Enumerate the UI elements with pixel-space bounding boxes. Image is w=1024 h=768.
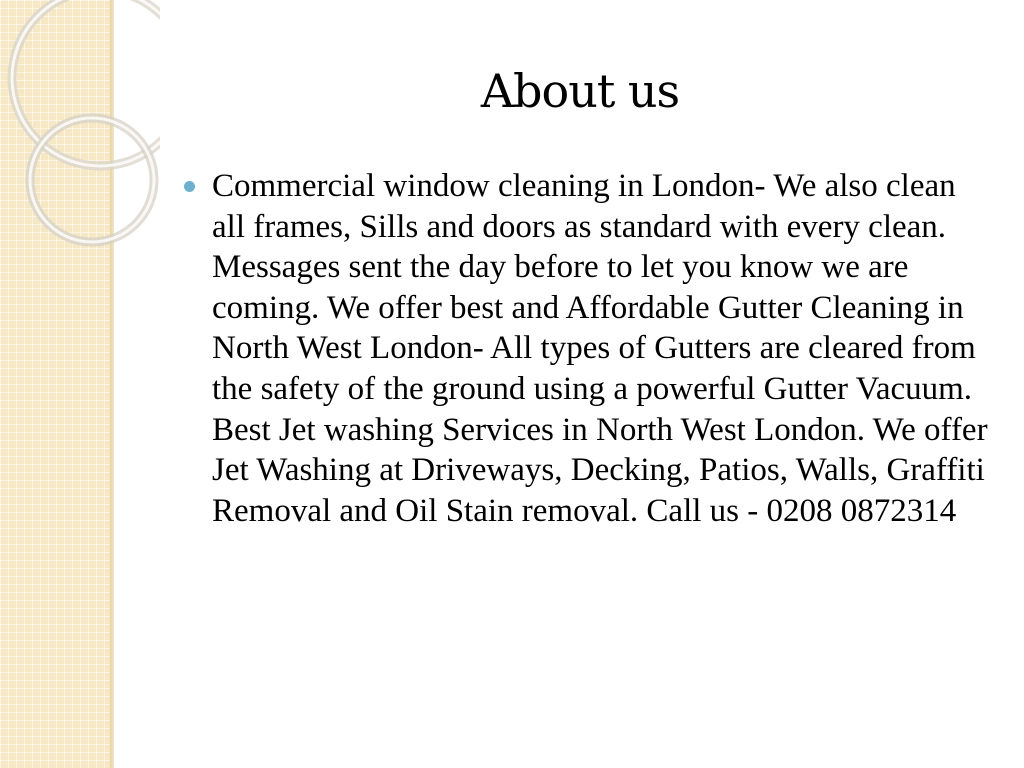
bullet-text: Commercial window cleaning in London- We also clean all frames, Sills and doors as standard with every clean. Messages sent the day before to let you know we are coming. We offer best and Affordable Gutter Cleaning in North West London- All types of Gutters are cleared from the safety of the ground using a powerful Gutter Vacuum. Best Jet washing Services in North West London. We offer Jet Washing at Driveways, Decking, Patios, Walls, Graffiti Removal and Oil Stain removal. Call us - 0208 0872314 (212, 168, 988, 529)
slide-title: About us (480, 64, 680, 118)
decorative-rings (0, 0, 160, 768)
slide-body (182, 166, 996, 531)
bullet-item (182, 166, 996, 531)
bullet-dot-icon (184, 181, 195, 192)
lower-ring-highlight (30, 118, 154, 242)
